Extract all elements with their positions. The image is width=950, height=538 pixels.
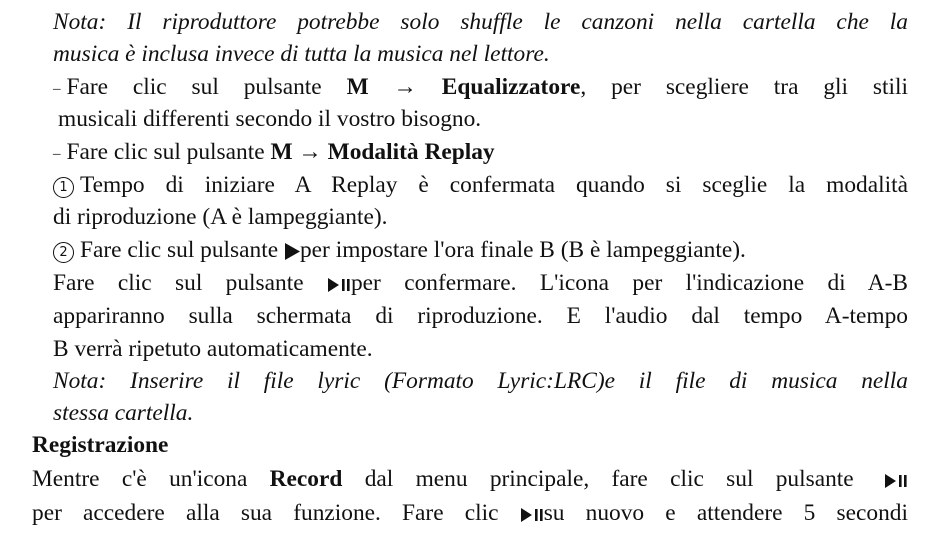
record-label: Record <box>269 466 343 492</box>
replay-pre-text: Fare clic sul pulsante <box>66 139 265 165</box>
step2-lead-2 <box>53 269 908 297</box>
record-line2-pre: per accedere alla sua funzione. Fare clic <box>32 500 499 526</box>
record-lead <box>32 465 908 493</box>
play-pause-icon <box>327 278 351 292</box>
play-pause-icon <box>520 508 544 522</box>
step2-line2-post: per confermare. L'icona per l'indicazione di A-B <box>350 270 908 296</box>
step1-line-1 <box>53 171 908 199</box>
record-pre-text: Mentre c'è un'icona <box>32 466 248 492</box>
equalizer-post-text: , per scegliere tra gli stili <box>580 74 908 100</box>
step1-text-2: di riproduzione (A è lampeggiante). <box>53 204 388 230</box>
step2-post-text: per impostare l'ora finale B (B è lampeggiante). <box>299 237 746 263</box>
record-line-2 <box>32 499 908 527</box>
step2-line-3 <box>53 302 908 330</box>
note-lyric-text-1: Nota: Inserire il file lyric (Formato Lyric:LRC)e il file di musica nella <box>53 368 908 394</box>
step1-text-1: Tempo di iniziare A Replay è confermata quando si sceglie la modalità <box>80 172 908 198</box>
list-dash: – <box>53 80 61 97</box>
step2-text-3: appariranno sulla schermata di riproduzione. E l'audio dal tempo A-tempo <box>53 303 908 329</box>
step1-line-2 <box>53 203 388 231</box>
note-shuffle-line-1 <box>53 8 908 36</box>
step1-lead <box>53 171 908 199</box>
equalizer-line-2 <box>58 105 481 133</box>
note-shuffle-line-2 <box>53 40 550 68</box>
section-heading <box>32 431 168 459</box>
play-pause-icon <box>884 474 908 488</box>
equalizer-pre-text: Fare clic sul pulsante <box>66 74 322 100</box>
circled-number-1: 1 <box>53 177 74 198</box>
note-shuffle-text-2: musica è inclusa invece di tutta la musica nel lettore. <box>53 41 550 67</box>
step2-line2-pre: Fare clic sul pulsante <box>53 270 304 296</box>
note-lyric-text-2: stessa cartella. <box>53 400 194 426</box>
record-post-text: dal menu principale, fare clic sul pulsante <box>364 466 854 492</box>
record-line2-post: su nuovo e attendere 5 secondi <box>543 500 908 526</box>
equalizer-text-2: musicali differenti secondo il vostro bisogno. <box>58 106 482 132</box>
step2-line-1 <box>53 236 746 264</box>
play-icon <box>284 243 300 260</box>
list-dash: – <box>53 145 61 162</box>
note-shuffle-text-1: Nota: Il riproduttore potrebbe solo shuffle le canzoni nella cartella che la <box>53 9 908 35</box>
replay-line <box>53 138 495 168</box>
step2-line-4 <box>53 335 373 363</box>
section-heading-text: Registrazione <box>32 432 169 458</box>
note-lyric-line-1 <box>53 367 908 395</box>
circled-number-2: 2 <box>53 242 74 263</box>
step2-pre-text: Fare clic sul pulsante <box>80 237 279 263</box>
step2-line-2 <box>53 269 908 297</box>
equalizer-menu-path: M → Equalizzatore <box>346 74 581 100</box>
step2-text-4: B verrà ripetuto automaticamente. <box>53 336 373 362</box>
record-line-1 <box>32 465 908 493</box>
equalizer-line-1 <box>53 73 908 103</box>
replay-menu-path: M → Modalità Replay <box>270 139 495 165</box>
equalizer-lead <box>53 73 908 103</box>
note-lyric-line-2 <box>53 399 193 427</box>
record-lead-2 <box>32 499 908 527</box>
